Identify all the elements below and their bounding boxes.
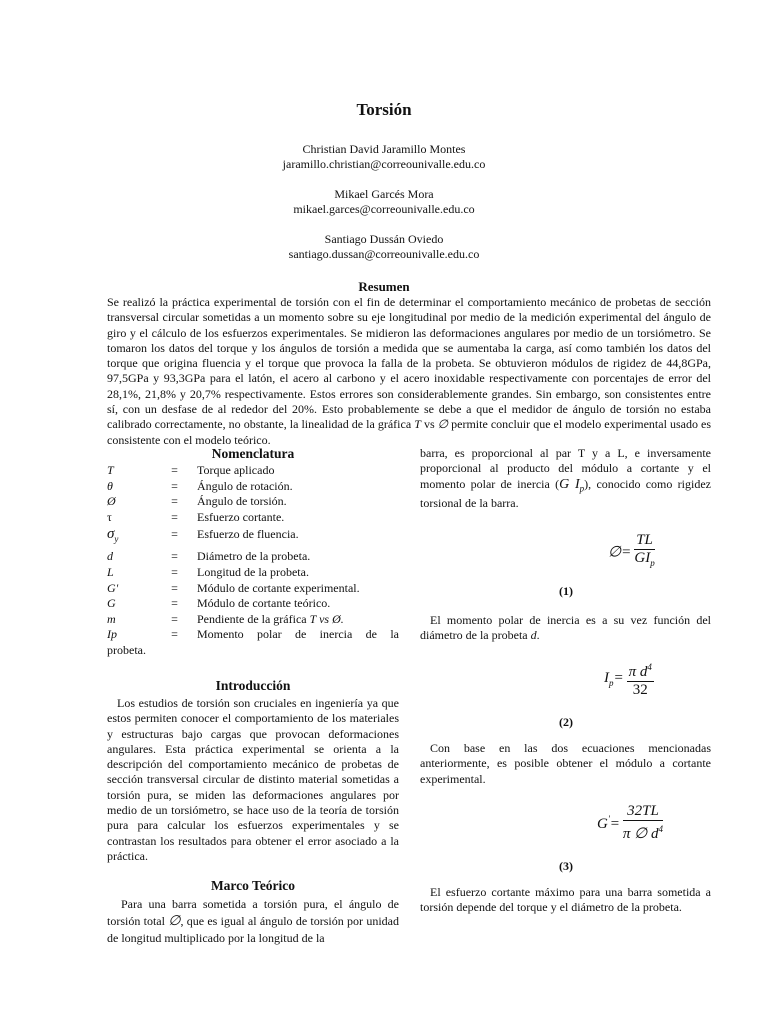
intro-heading: Introducción [215,677,291,693]
inertia-paragraph [420,613,711,644]
right-symbol: G I [559,476,580,492]
nom-desc: Esfuerzo cortante. [197,509,285,524]
nom-symbol: d [107,549,113,564]
nom-symbol: Ip [107,627,117,642]
nom-desc: Momento polar de inercia de la [197,627,399,642]
marco-paragraph [107,896,399,947]
nom-symbol [107,525,152,549]
nom-desc: Módulo de cortante experimental. [197,580,360,595]
eq3-fraction [623,803,663,843]
nom-symbol: T [107,463,114,477]
author-name: Mikael Garcés Mora [334,187,434,201]
equation-1 [420,526,711,601]
eq1-denominator [634,550,655,572]
nomenclature-row [107,549,399,565]
eq3-den-text: π ∅ d [622,826,659,843]
eq1-numerator: TL [636,531,653,548]
nom-eq: = [171,463,178,477]
eq3-lhs-eq: = [609,815,620,832]
right-text-part: barra, es proporcional al par T y a L, e inversamente proporcional al producto del módulo a cortante y el momento polar de inercia ( [420,446,711,491]
nomenclature-row [107,581,399,597]
nomenclature-row [107,510,399,526]
nom-desc: Ángulo de torsión. [197,494,287,509]
abstract-text [107,295,711,448]
nomenclature-heading: Nomenclatura [211,446,295,461]
abstract-text-part: permite concluir que el modelo experimental usado es consistente con el modelo teórico. [107,417,712,447]
right-text-part: . [536,627,540,642]
abstract-text-part: vs [420,417,438,432]
eq3-denominator [623,821,663,843]
equation-3-body [597,803,663,843]
nomenclature-row [107,494,399,510]
intro-paragraph: Los estudios de torsión son cruciales en ingeniería ya que estos permiten conocer el comportamiento de los materiales y estructuras bajo cargas que provocan deformaciones angulares. Esta práctica experimental se orienta a la descripción del comportamiento mecánico de probetas de sección transversal circular de distinto material sometidas a torsión pura, se miden las deformaciones angulares por medio de un torsiómetro, se hace uso de la teoría de torsión pura para calcular los esfuerzos experimentales y se contrastan los resultados para obtener el error asociado a la práctica. [107,695,399,863]
nom-desc: Longitud de la probeta. [197,564,309,579]
nom-desc-text: Pendiente de la gráfica [197,611,310,626]
nom-eq: = [171,494,178,509]
abstract-var: ∅ [437,417,449,432]
eq1-den-sub: p [650,557,655,568]
rigidity-paragraph [420,446,711,512]
eq2-lhs-text: I [604,670,609,687]
eq2-num-sup: 4 [647,662,652,673]
nom-symbol: m [107,611,116,626]
nomenclature-row [107,627,399,643]
right-column [420,446,711,916]
eq1-fraction [634,532,655,572]
right-text-part: El momento polar de inercia es a su vez función del diámetro de la probeta [420,612,711,642]
paper-title: Torsión [356,100,412,119]
eq2-num-text: π d [628,664,648,681]
nom-eq: = [171,478,178,493]
abstract-text-part: Se realizó la práctica experimental de torsión con el fin de determinar el comportamiento mecánico de probetas de sección transversal circular sometidas a un momento sobre su eje longitudinal por medio de la medición experimental del ángulo de giro y el cálculo de los esfuerzos experimentales. Se midieron las deformaciones angulares por medio de un torsiómetro. Se tomaron los datos del torque y los ángulos de torsión a medida que se aumentaba la carga, así como también los datos del torque que origina fluencia y el torque que provoca la falla de la probeta. Se obtuvieron módulos de rigidez de 44,8GPa, 97,5GPa y 93,3GPa para el latón, el acero al carbono y el acero inoxidable respectivamente con porcentajes de error del 28,1%, 21,8% y 20,7% respectivamente. Estos errores son considerablemente grandes. Sin embargo, son consistentes entre sí, con un desfase de al rededor del 20%. Esto probablemente se debe a que el medidor de ángulo de torsión no estaba calibrado correctamente, no obstante, la linealidad de la gráfica [107,295,711,432]
equation-3 [420,797,711,879]
author-name: Christian David Jaramillo Montes [302,142,466,156]
author-email: mikael.garces@correounivalle.edu.co [293,202,475,216]
nom-symbol-sub: y [114,534,119,545]
abstract-var: T [414,417,421,432]
nom-symbol: G [107,596,116,611]
nom-symbol-base: σ [107,526,115,543]
nom-desc: Diámetro de la probeta. [197,549,311,564]
equation-2-body [604,659,654,699]
equation-2-number: (2) [559,715,573,730]
nom-desc: Torque aplicado [197,463,275,477]
eq3-den-sup: 4 [658,824,663,835]
right-symbol-sub: p [579,482,585,493]
nom-eq: = [171,580,178,595]
author-email: jaramillo.christian@correounivalle.edu.co [282,157,486,171]
author-list [0,142,768,277]
nom-eq: = [171,611,178,626]
combination-paragraph: Con base en las dos ecuaciones mencionadas anteriormente, es posible obtener el módulo a cortante experimental. [420,741,711,786]
marco-heading: Marco Teórico [210,878,296,894]
nomenclature-row [107,596,399,612]
eq3-numerator: 32TL [623,803,663,821]
author-email: santiago.dussan@correounivalle.edu.co [288,247,480,261]
marco-text-part: Para una barra sometida a torsión pura, el ángulo de torsión total [107,897,399,929]
marco-text-part: , que es igual al ángulo de torsión por unidad de longitud multiplicado por la longitud de la [107,914,400,946]
nom-eq: = [171,527,178,542]
eq2-lhs [604,670,624,689]
nomenclature-row [107,565,399,581]
nomenclature-row [107,525,399,549]
nom-symbol: τ [107,509,112,524]
eq2-fraction [627,659,654,699]
shear-stress-paragraph: El esfuerzo cortante máximo para una barra sometida a torsión depende del torque y el diámetro de la probeta. [420,885,711,915]
nom-desc: Esfuerzo de fluencia. [197,527,299,542]
author-block [0,187,768,217]
nom-symbol: L [107,564,114,579]
nomenclature-row [107,479,399,495]
nom-symbol: θ [107,478,113,493]
nom-desc [197,612,399,628]
eq3-lhs-sup: ' [607,813,610,824]
nomenclature-row [107,612,399,628]
author-block [0,232,768,262]
right-text-part: ), conocido como rigidez torsional de la barra. [420,476,711,511]
nom-desc-continued: probeta. [107,642,146,657]
equation-1-body [608,532,655,572]
eq2-lhs-sub: p [609,678,614,689]
author-name: Santiago Dussán Oviedo [324,232,444,246]
left-column [107,446,399,947]
nom-desc: Ángulo de rotación. [197,478,293,493]
equation-2 [420,653,711,733]
nom-symbol: G' [107,580,119,595]
marco-symbol: ∅ [168,914,181,930]
eq3-lhs [597,813,620,832]
nom-desc: Módulo de cortante teórico. [197,596,331,611]
nom-eq: = [171,549,178,564]
nom-eq: = [171,627,178,642]
eq1-lhs: ∅= [608,544,632,561]
nom-eq: = [171,596,178,611]
eq3-lhs-text: G [597,815,608,832]
nom-eq: = [171,564,178,579]
eq2-lhs-eq: = [613,670,624,687]
author-block [0,142,768,172]
equation-1-number: (1) [559,583,573,598]
equation-3-number: (3) [559,859,573,874]
abstract-heading: Resumen [358,279,410,294]
eq1-den-text: GI [634,549,651,566]
eq2-numerator [627,659,654,682]
eq2-denominator: 32 [632,682,648,699]
nomenclature-table [107,463,399,643]
nom-desc-italic: T vs Ø. [309,611,344,626]
right-symbol: d [530,627,537,642]
nomenclature-row [107,463,399,479]
nom-eq: = [171,509,178,524]
nom-symbol: Ø [107,494,116,509]
